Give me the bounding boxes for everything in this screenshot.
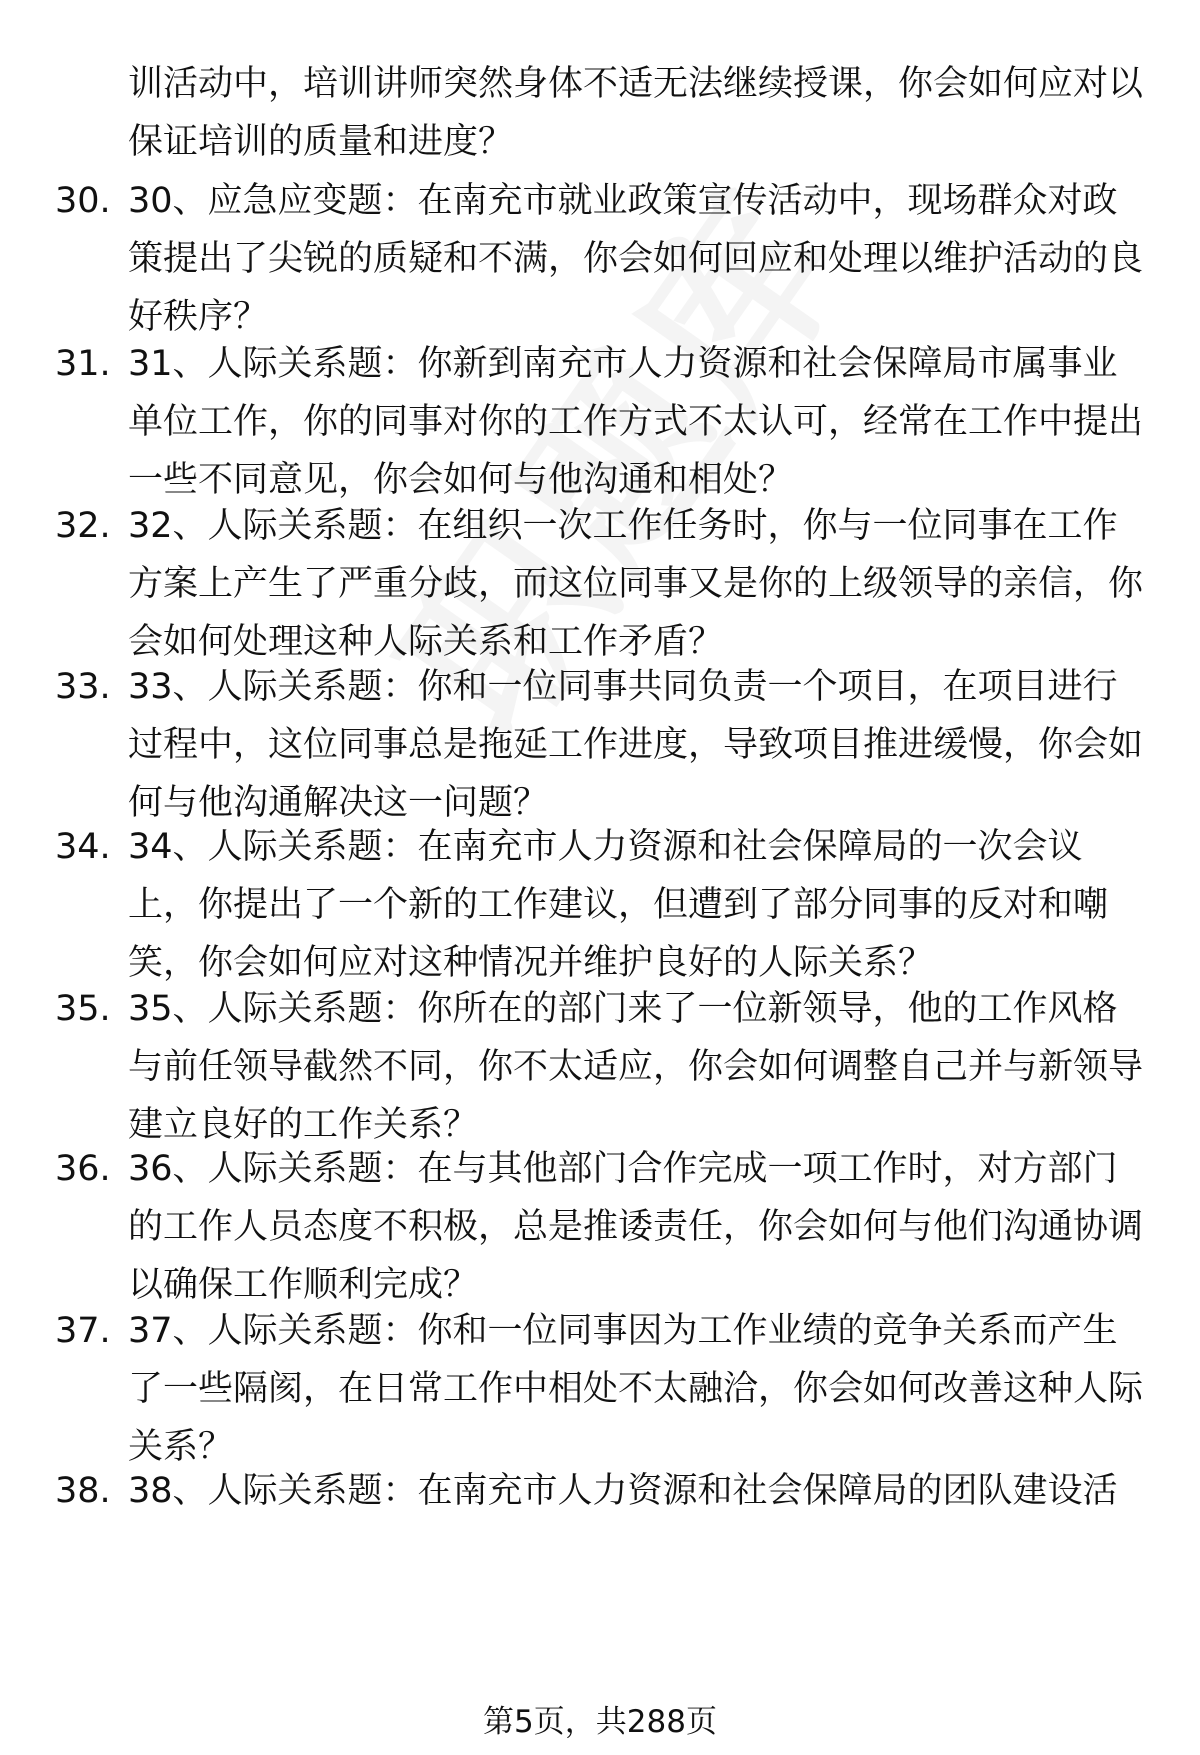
question-item-32 bbox=[0, 497, 1200, 671]
question-item-31 bbox=[0, 335, 1200, 509]
question-text: 34、人际关系题：在南充市人力资源和社会保障局的一次会议上，你提出了一个新的工作建议，但遭到了部分同事的反对和嘲笑，你会如何应对这种情况并维护良好的人际关系？ bbox=[128, 827, 1109, 983]
question-number: 35. bbox=[55, 989, 111, 1029]
question-text: 32、人际关系题：在组织一次工作任务时，你与一位同事在工作方案上产生了严重分歧，而这位同事又是你的上级领导的亲信，你会如何处理这种人际关系和工作矛盾？ bbox=[128, 506, 1144, 662]
continuation-block bbox=[0, 55, 1200, 171]
question-number: 33. bbox=[55, 667, 111, 707]
question-number: 37. bbox=[55, 1311, 111, 1351]
question-text: 36、人际关系题：在与其他部门合作完成一项工作时，对方部门的工作人员态度不积极，总是推诿责任，你会如何与他们沟通协调以确保工作顺利完成？ bbox=[128, 1149, 1144, 1305]
question-item-35 bbox=[0, 980, 1200, 1154]
question-item-37 bbox=[0, 1302, 1200, 1476]
question-number: 38. bbox=[55, 1471, 111, 1511]
continuation-text: 训活动中，培训讲师突然身体不适无法继续授课，你会如何应对以保证培训的质量和进度？ bbox=[128, 64, 1144, 162]
question-item-34 bbox=[0, 818, 1200, 992]
question-number: 32. bbox=[55, 506, 111, 546]
question-text: 30、应急应变题：在南充市就业政策宣传活动中，现场群众对政策提出了尖锐的质疑和不满，你会如何回应和处理以维护活动的良好秩序？ bbox=[128, 181, 1144, 337]
question-text: 35、人际关系题：你所在的部门来了一位新领导，他的工作风格与前任领导截然不同，你不太适应，你会如何调整自己并与新领导建立良好的工作关系？ bbox=[128, 989, 1144, 1145]
question-text: 33、人际关系题：你和一位同事共同负责一个项目，在项目进行过程中，这位同事总是拖延工作进度，导致项目推进缓慢，你会如何与他沟通解决这一问题？ bbox=[128, 667, 1144, 823]
question-number: 34. bbox=[55, 827, 111, 867]
page-footer: 第5页，共288页 bbox=[483, 1704, 717, 1740]
question-text: 37、人际关系题：你和一位同事因为工作业绩的竞争关系而产生了一些隔阂，在日常工作中相处不太融洽，你会如何改善这种人际关系？ bbox=[128, 1311, 1144, 1467]
question-item-36 bbox=[0, 1140, 1200, 1314]
question-number: 31. bbox=[55, 344, 111, 384]
question-item-33 bbox=[0, 658, 1200, 832]
question-item-38 bbox=[0, 1462, 1200, 1520]
question-text: 38、人际关系题：在南充市人力资源和社会保障局的团队建设活 bbox=[128, 1471, 1118, 1511]
question-number: 30. bbox=[55, 181, 111, 221]
question-item-30 bbox=[0, 172, 1200, 346]
question-number: 36. bbox=[55, 1149, 111, 1189]
question-text: 31、人际关系题：你新到南充市人力资源和社会保障局市属事业单位工作，你的同事对你的工作方式不太认可，经常在工作中提出一些不同意见，你会如何与他沟通和相处？ bbox=[128, 344, 1144, 500]
